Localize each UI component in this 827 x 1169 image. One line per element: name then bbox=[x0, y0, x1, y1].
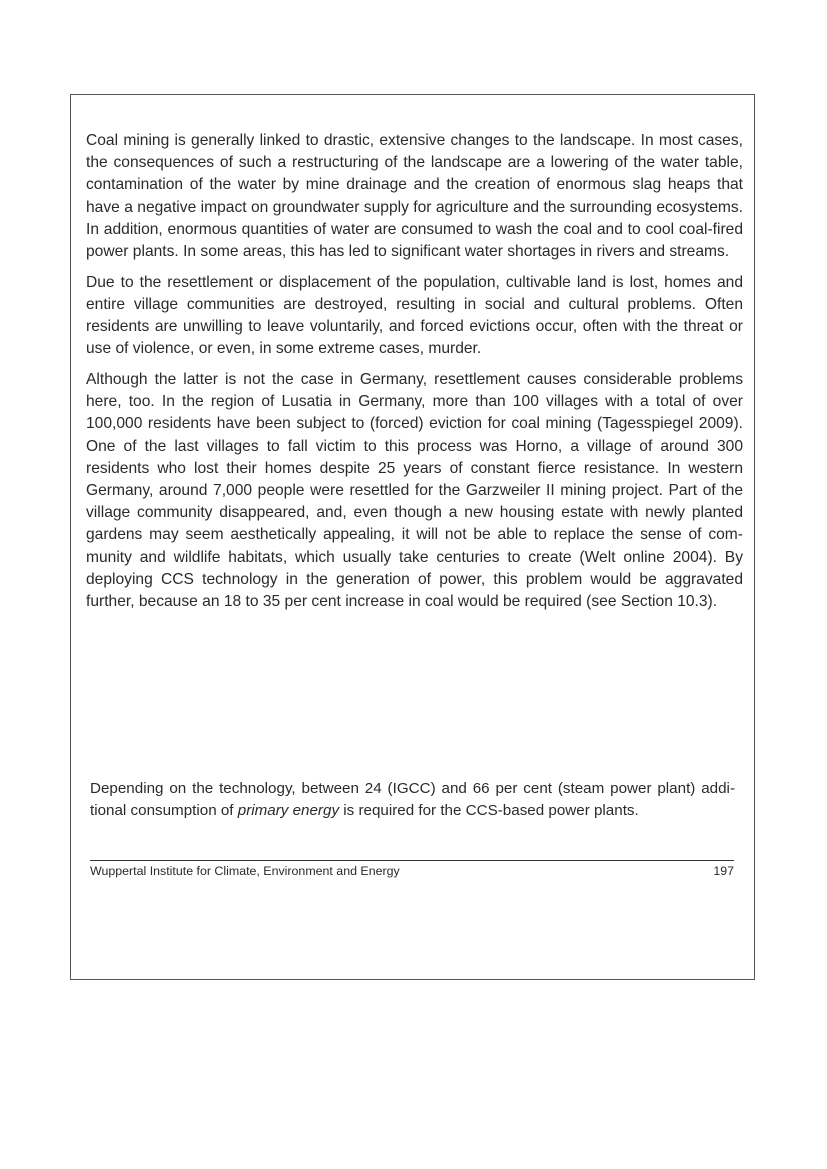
summary-text-end: is required for the CCS-based power plants. bbox=[339, 802, 639, 819]
page-footer bbox=[90, 860, 734, 879]
summary-text-start: Depending on the technology, between 24 (IGCC) and 66 per cent (steam power plant) additional consumption of bbox=[90, 780, 735, 819]
footer-institute: Wuppertal Institute for Climate, Environment and Energy bbox=[90, 864, 400, 878]
body-text bbox=[86, 130, 743, 622]
paragraph-germany-resettlement: Although the latter is not the case in Germany, resettlement causes considerable problems here, too. In the region of Lusatia in Germany, more than 100 villages with a total of over 100,000 residents have been subject to (forced) eviction for coal mining (Tagesspiegel 2009). One of the last villages to fall victim to this process was Horno, a village of around 300 residents who lost their homes despite 25 years of constant fierce resistance. In western Germany, around 7,000 people were resettled for the Garzweiler II mining project. Part of the village community disappeared, and, even though a new housing estate with newly planted gardens may seem aesthetically appealing, it will not be able to replace the sense of community and wildlife habitats, which usually take centuries to create (Welt online 2004). By deploying CCS technology in the generation of power, this problem would be aggravated further, because an 18 to 35 per cent increase in coal would be required (see Section 10.3). bbox=[86, 371, 743, 611]
summary-text bbox=[90, 778, 735, 822]
paragraph-coal-mining-landscape: Coal mining is generally linked to drastic, extensive changes to the landscape. In most cases, the consequences of such a restructuring of the landscape are a lowering of the water table, contamination of the water by mine drainage and the creation of enormous slag heaps that have a negative impact on groundwater supply for agriculture and the surrounding ecosystems. In addition, enormous quantities of water are consumed to wash the coal and to cool coal-fired power plants. In some areas, this has led to significant water shortages in rivers and streams. bbox=[86, 132, 743, 261]
summary-emphasis: primary energy bbox=[237, 802, 340, 819]
summary-box bbox=[90, 778, 735, 822]
paragraph-resettlement: Due to the resettlement or displacement of the population, cultivable land is lost, homes and entire village communities are destroyed, resulting in social and cultural problems. Often residents are unwilling to leave voluntarily, and forced evictions occur, often with the threat or use of violence, or even, in some extreme cases, murder. bbox=[86, 273, 743, 358]
footer-page-number: 197 bbox=[713, 864, 734, 878]
